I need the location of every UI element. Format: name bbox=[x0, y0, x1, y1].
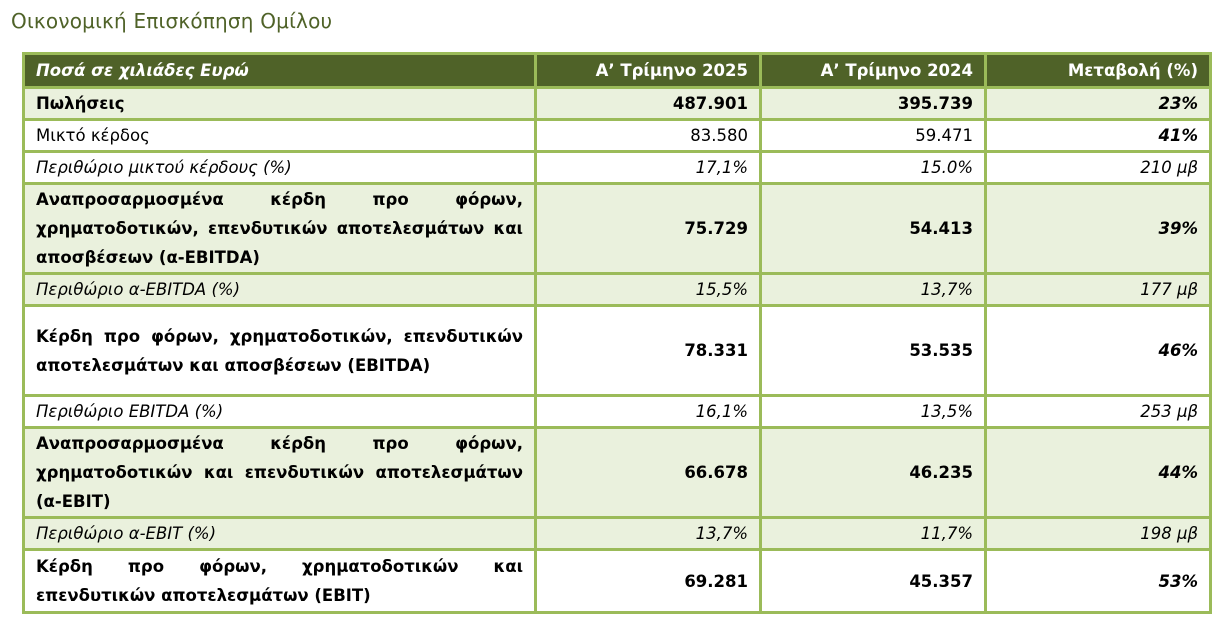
cell-change: 177 μβ bbox=[987, 275, 1209, 307]
cell-q1-2025: 13,7% bbox=[537, 519, 762, 551]
column-header-change: Μεταβολή (%) bbox=[987, 55, 1209, 89]
cell-change: 39% bbox=[987, 185, 1209, 275]
cell-q1-2025: 16,1% bbox=[537, 397, 762, 429]
row-label: Κέρδη προ φόρων, χρηματοδοτικών και επενδυτικών αποτελεσμάτων (EBIT) bbox=[25, 551, 537, 611]
table-row bbox=[25, 89, 1209, 121]
row-label: Μικτό κέρδος bbox=[25, 121, 537, 153]
cell-q1-2025: 15,5% bbox=[537, 275, 762, 307]
cell-change: 253 μβ bbox=[987, 397, 1209, 429]
row-label: Περιθώριο EBITDA (%) bbox=[25, 397, 537, 429]
cell-q1-2025: 66.678 bbox=[537, 429, 762, 519]
cell-q1-2024: 11,7% bbox=[762, 519, 987, 551]
row-label: Αναπροσαρμοσμένα κέρδη προ φόρων, χρηματοδοτικών, επενδυτικών αποτελεσμάτων και αποσβέσεων (α-EBITDA) bbox=[25, 185, 537, 275]
cell-q1-2024: 53.535 bbox=[762, 307, 987, 397]
table-row bbox=[25, 121, 1209, 153]
cell-change: 44% bbox=[987, 429, 1209, 519]
table-row bbox=[25, 551, 1209, 611]
column-header-q1-2025: Α’ Τρίμηνο 2025 bbox=[537, 55, 762, 89]
table-header-row bbox=[25, 55, 1209, 89]
cell-q1-2025: 75.729 bbox=[537, 185, 762, 275]
table-row bbox=[25, 185, 1209, 275]
cell-change: 46% bbox=[987, 307, 1209, 397]
table-row bbox=[25, 307, 1209, 397]
cell-q1-2024: 13,7% bbox=[762, 275, 987, 307]
cell-change: 23% bbox=[987, 89, 1209, 121]
cell-q1-2025: 17,1% bbox=[537, 153, 762, 185]
cell-q1-2025: 69.281 bbox=[537, 551, 762, 611]
column-header-q1-2024: Α’ Τρίμηνο 2024 bbox=[762, 55, 987, 89]
page-title: Οικονομική Επισκόπηση Ομίλου bbox=[11, 9, 333, 33]
cell-q1-2025: 78.331 bbox=[537, 307, 762, 397]
cell-q1-2024: 45.357 bbox=[762, 551, 987, 611]
cell-q1-2025: 487.901 bbox=[537, 89, 762, 121]
financial-overview-table bbox=[22, 52, 1212, 614]
row-label: Πωλήσεις bbox=[25, 89, 537, 121]
row-label: Περιθώριο α-EBITDA (%) bbox=[25, 275, 537, 307]
table-row bbox=[25, 153, 1209, 185]
cell-change: 210 μβ bbox=[987, 153, 1209, 185]
cell-change: 53% bbox=[987, 551, 1209, 611]
cell-q1-2024: 395.739 bbox=[762, 89, 987, 121]
cell-q1-2024: 15.0% bbox=[762, 153, 987, 185]
row-label: Περιθώριο α-EBIT (%) bbox=[25, 519, 537, 551]
table-row bbox=[25, 519, 1209, 551]
cell-q1-2024: 13,5% bbox=[762, 397, 987, 429]
table-row bbox=[25, 275, 1209, 307]
row-label: Περιθώριο μικτού κέρδους (%) bbox=[25, 153, 537, 185]
cell-change: 41% bbox=[987, 121, 1209, 153]
table-row bbox=[25, 429, 1209, 519]
row-label: Αναπροσαρμοσμένα κέρδη προ φόρων, χρηματοδοτικών και επενδυτικών αποτελεσμάτων (α-EBIT) bbox=[25, 429, 537, 519]
row-label: Κέρδη προ φόρων, χρηματοδοτικών, επενδυτικών αποτελεσμάτων και αποσβέσεων (EBITDA) bbox=[25, 307, 537, 397]
column-header-label: Ποσά σε χιλιάδες Ευρώ bbox=[25, 55, 537, 89]
cell-q1-2024: 59.471 bbox=[762, 121, 987, 153]
cell-change: 198 μβ bbox=[987, 519, 1209, 551]
cell-q1-2024: 46.235 bbox=[762, 429, 987, 519]
cell-q1-2025: 83.580 bbox=[537, 121, 762, 153]
table-row bbox=[25, 397, 1209, 429]
cell-q1-2024: 54.413 bbox=[762, 185, 987, 275]
